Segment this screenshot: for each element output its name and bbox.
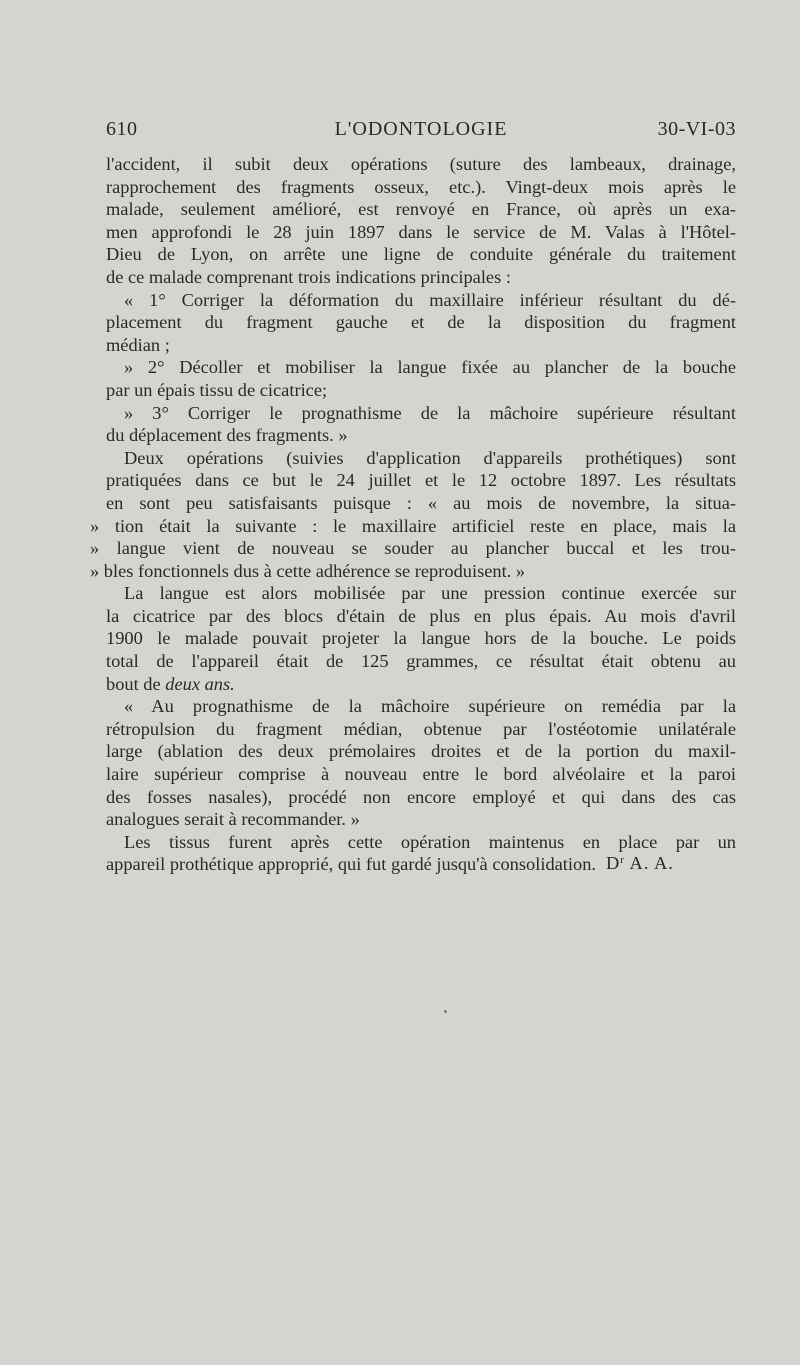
text-line: médian ; — [106, 334, 170, 355]
text-line: » tion était la suivante : le maxillaire artificiel reste en place, mais la — [90, 515, 736, 536]
paper-speck — [444, 1010, 447, 1013]
text-line: du déplacement des fragments. » — [106, 425, 348, 446]
text-line: de ce malade comprenant trois indications principales : — [106, 266, 511, 287]
author-signature — [606, 853, 674, 874]
text-line: rapprochement des fragments osseux, etc.). Vingt-deux mois après le — [106, 176, 736, 197]
signature-title: D — [606, 853, 621, 873]
text-line: rétropulsion du fragment médian, obtenue par l'ostéotomie unilatérale — [106, 718, 736, 739]
running-header — [106, 118, 736, 148]
text-line: malade, seulement amélioré, est renvoyé en France, où après un exa- — [106, 199, 736, 220]
italic-emphasis: deux ans. — [165, 673, 235, 694]
text-line: » 3° Corriger le prognathisme de la mâchoire supérieure résultant — [124, 402, 736, 423]
text-line: large (ablation des deux prémolaires droites et de la portion du maxil- — [106, 741, 736, 762]
text-line: en sont peu satisfaisants puisque : « au mois de novembre, la situa- — [106, 492, 736, 513]
article-body — [90, 153, 736, 876]
text-line — [106, 673, 736, 696]
signature-initials: A. A. — [624, 853, 674, 873]
text-fragment: bout de — [106, 673, 161, 694]
text-line: des fosses nasales), procédé non encore employé et qui dans des cas — [106, 786, 736, 807]
text-line: men approfondi le 28 juin 1897 dans le service de M. Valas à l'Hôtel- — [106, 221, 736, 242]
text-line: » bles fonctionnels dus à cette adhérence se reproduisent. » — [90, 560, 526, 581]
text-line: « 1° Corriger la déformation du maxillaire inférieur résultant du dé- — [124, 289, 736, 310]
text-line: » 2° Décoller et mobiliser la langue fixée au plancher de la bouche — [124, 357, 736, 378]
text-line: pratiquées dans ce but le 24 juillet et le 12 octobre 1897. Les résultats — [106, 470, 736, 491]
text-line: La langue est alors mobilisée par une pression continue exercée sur — [124, 583, 736, 604]
text-line: l'accident, il subit deux opérations (suture des lambeaux, drainage, — [106, 154, 736, 174]
text-line: placement du fragment gauche et de la disposition du fragment — [106, 312, 736, 333]
text-line: 1900 le malade pouvait projeter la langue hors de la bouche. Le poids — [106, 628, 736, 649]
text-line: total de l'appareil était de 125 grammes, ce résultat était obtenu au — [106, 651, 736, 672]
issue-date: 30-VI-03 — [657, 118, 736, 140]
text-line: analogues serait à recommander. » — [106, 809, 360, 830]
text-line: Deux opérations (suivies d'application d'appareils prothétiques) sont — [124, 447, 736, 468]
signature-title-superscript: r — [620, 854, 625, 866]
text-line: la cicatrice par des blocs d'étain de plus en plus épais. Au mois d'avril — [106, 605, 736, 626]
text-line: laire supérieur comprise à nouveau entre le bord alvéolaire et la paroi — [106, 764, 736, 785]
text-line: Dieu de Lyon, on arrête une ligne de conduite générale du traitement — [106, 244, 736, 265]
journal-title: L'ODONTOLOGIE — [334, 118, 508, 140]
page-number: 610 — [106, 118, 138, 140]
text-line: « Au prognathisme de la mâchoire supérieure on remédia par la — [124, 696, 736, 717]
text-line: » langue vient de nouveau se souder au plancher buccal et les trou- — [90, 538, 736, 559]
text-line: Les tissus furent après cette opération maintenus en place par un — [124, 831, 736, 852]
text-line: appareil prothétique approprié, qui fut gardé jusqu'à consolidation. — [106, 854, 597, 875]
text-line: par un épais tissu de cicatrice; — [106, 379, 328, 400]
